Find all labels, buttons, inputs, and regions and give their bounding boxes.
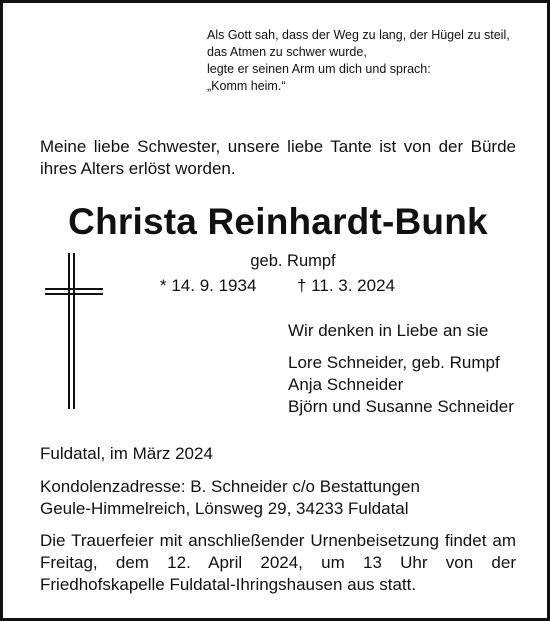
funeral-notice: Die Trauerfeier mit anschließender Urnenbeisetzung findet am Freitag, dem 12. April 2024, um 13 Uhr von der Friedhofskapelle Fuldatal-Ihringshausen aus statt. <box>40 531 516 594</box>
condolence-line: Kondolenzadresse: B. Schneider c/o Bestattungen <box>40 477 420 496</box>
poem <box>207 27 527 95</box>
mourner-name: Lore Schneider, geb. Rumpf <box>288 353 500 372</box>
poem-line: „Komm heim.“ <box>207 79 286 93</box>
birth-date: * 14. 9. 1934 <box>160 276 257 295</box>
born-name: geb. Rumpf <box>250 252 336 270</box>
place-date: Fuldatal, im März 2024 <box>40 444 213 463</box>
death-date: † 11. 3. 2024 <box>297 276 395 295</box>
mourners <box>288 320 528 418</box>
condolence-line: Geule-Himmelreich, Lönsweg 29, 34233 Fuldatal <box>40 499 409 518</box>
mourners-heading: Wir denken in Liebe an sie <box>288 321 489 340</box>
poem-line: das Atmen zu schwer wurde, <box>207 45 367 59</box>
intro-text: Meine liebe Schwester, unsere liebe Tante ist von der Bürde ihres Alters erlöst worden. <box>40 137 516 178</box>
mourner-name: Björn und Susanne Schneider <box>288 397 514 416</box>
condolence-address <box>40 476 520 520</box>
poem-line: Als Gott sah, dass der Weg zu lang, der Hügel zu steil, <box>207 28 510 42</box>
mourner-name: Anja Schneider <box>288 375 404 394</box>
poem-line: legte er seinen Arm um dich und sprach: <box>207 62 431 76</box>
cross-icon <box>43 251 107 411</box>
deceased-name: Christa Reinhardt-Bunk <box>68 201 488 242</box>
